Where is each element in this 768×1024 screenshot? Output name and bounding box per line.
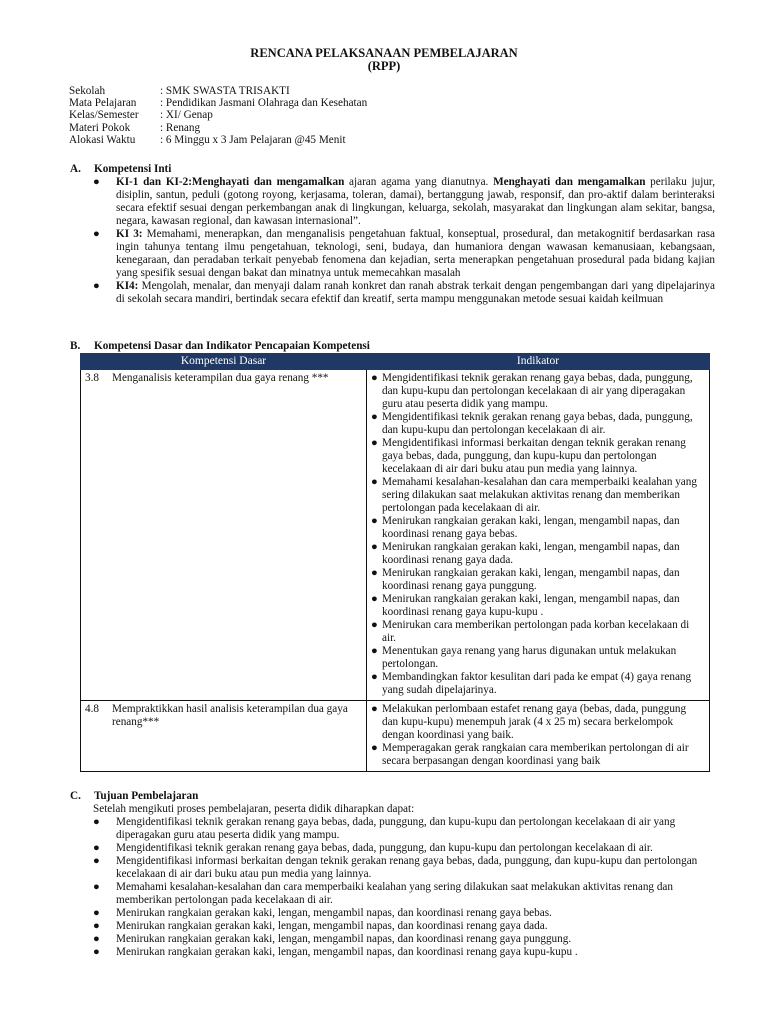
indikator-text: Menirukan rangkaian gerakan kaki, lengan, mengambil napas, dan koordinasi renang gaya dada. <box>382 541 680 566</box>
bullet-icon: ● <box>371 411 378 423</box>
bullet-icon: ● <box>93 228 100 240</box>
bullet-icon: ● <box>93 907 100 919</box>
ki-text: ajaran agama yang dianutnya. <box>344 176 494 188</box>
list-item <box>93 933 708 946</box>
indikator-item <box>371 567 705 593</box>
info-label: Sekolah <box>69 85 106 97</box>
ki-lead: KI4: <box>116 280 139 292</box>
bullet-icon: ● <box>371 593 378 605</box>
tujuan-text: Menirukan rangkaian gerakan kaki, lengan, mengambil napas, dan koordinasi renang gaya kupu-kupu . <box>116 946 578 958</box>
bullet-icon: ● <box>371 437 378 449</box>
list-item <box>93 920 708 933</box>
bullet-icon: ● <box>371 671 378 683</box>
section-title: Kompetensi Dasar dan Indikator Pencapaian Kompetensi <box>94 340 370 352</box>
document-subtitle: (RPP) <box>367 59 401 73</box>
info-row-alokasi-waktu <box>69 134 367 146</box>
bullet-icon: ● <box>371 372 378 384</box>
indikator-item <box>371 593 705 619</box>
indikator-text: Menirukan rangkaian gerakan kaki, lengan, mengambil napas, dan koordinasi renang gaya kupu-kupu . <box>382 593 680 618</box>
table-header-row <box>81 354 710 370</box>
bullet-icon: ● <box>93 176 100 188</box>
bullet-icon: ● <box>371 515 378 527</box>
indikator-text: Menirukan cara memberikan pertolongan pada korban kecelakaan di air. <box>382 619 690 644</box>
indikator-text: Mengidentifikasi teknik gerakan renang gaya bebas, dada, punggung, dan kupu-kupu dan pertolongan kecelakaan di air. <box>382 411 693 436</box>
table-row <box>81 701 710 772</box>
bullet-icon: ● <box>93 946 100 958</box>
indikator-text: Melakukan perlombaan estafet renang gaya (bebas, dada, punggung dan kupu-kupu) menempuh jarak (4 x 25 m) secara berkelompok dengan koordinasi yang baik. <box>382 703 687 741</box>
indikator-text: Membandingkan faktor kesulitan dari pada ke empat (4) gaya renang yang sudah dipelajarinya. <box>382 671 692 696</box>
tujuan-intro: Setelah mengikuti proses pembelajaran, peserta didik diharapkan dapat: <box>93 803 415 815</box>
list-item <box>93 907 708 920</box>
table-row <box>81 370 710 701</box>
ki-lead: KI 3: <box>116 228 143 240</box>
indikator-text: Mengidentifikasi informasi berkaitan dengan teknik gerakan renang gaya bebas, dada, punggung, dan kupu-kupu dan pertolongan kecelakaan di air dari buku atau pun media yang lainnya. <box>382 437 686 475</box>
info-value: : Pendidikan Jasmani Olahraga dan Kesehatan <box>160 97 368 110</box>
info-value: : XI/ Genap <box>160 109 213 122</box>
section-title: Tujuan Pembelajaran <box>94 790 199 802</box>
section-b-heading <box>70 340 370 353</box>
section-title: Kompetensi Inti <box>94 163 172 175</box>
tujuan-text: Menirukan rangkaian gerakan kaki, lengan, mengambil napas, dan koordinasi renang gaya bebas. <box>116 907 552 919</box>
ki-bold: Menghayati dan mengamalkan <box>493 176 646 188</box>
column-header-kd: Kompetensi Dasar <box>81 354 367 370</box>
ki-lead: KI-1 dan KI-2:Menghayati dan mengamalkan <box>116 176 345 188</box>
indikator-text: Memahami kesalahan-kesalahan dan cara memperbaiki kealahan yang sering dilakukan saat melakukan aktivitas renang dan memberikan pertolongan pada kecelakaan di air. <box>382 476 697 514</box>
bullet-icon: ● <box>93 855 100 867</box>
indikator-cell <box>367 701 710 772</box>
indikator-text: Menirukan rangkaian gerakan kaki, lengan, mengambil napas, dan koordinasi renang gaya punggung. <box>382 567 680 592</box>
ki-text: Memahami, menerapkan, dan menganalisis pengetahuan faktual, konseptual, prosedural, dan metakognitif berdasarkan rasa ingin tahunya tentang ilmu pengetahuan, teknologi, seni, budaya, dan humaniora dengan wawasan kemanusiaan, kebangsaan, kenegaraan, dan peradaban terkait penyebab fenomena dan kejadian, serta menerapkan pengetahuan prosedural pada bidang kajian yang spesifik sesuai dengan bakat dan minatnya untuk memecahkan masalah <box>116 228 715 279</box>
bullet-icon: ● <box>93 816 100 828</box>
bullet-icon: ● <box>93 933 100 945</box>
info-label: Mata Pelajaran <box>69 97 137 110</box>
tujuan-text: Menirukan rangkaian gerakan kaki, lengan, mengambil napas, dan koordinasi renang gaya punggung. <box>116 933 572 945</box>
section-a-heading <box>70 163 171 176</box>
list-item <box>93 881 708 907</box>
identity-block <box>69 85 367 146</box>
ki-text: Mengolah, menalar, dan menyaji dalam ranah konkret dan ranah abstrak terkait dengan pengembangan dari yang dipelajarinya di sekolah secara mandiri, bertindak secara efektif dan kreatif, serta mampu menggunakan metode sesuai kaidah keilmuan <box>116 280 715 305</box>
document-title: RENCANA PELAKSANAAN PEMBELAJARAN <box>250 46 518 60</box>
list-item <box>93 842 708 855</box>
indikator-item <box>371 619 705 645</box>
indikator-cell <box>367 370 710 701</box>
bullet-icon: ● <box>371 541 378 553</box>
kd-number: 3.8 <box>85 372 99 384</box>
indikator-item <box>371 541 705 567</box>
bullet-icon: ● <box>371 619 378 631</box>
section-c-heading <box>70 790 198 803</box>
bullet-icon: ● <box>93 842 100 854</box>
tujuan-text: Memahami kesalahan-kesalahan dan cara memperbaiki kealahan yang sering dilakukan saat melakukan aktivitas renang dan memberikan pertolongan pada kecelakaan di air. <box>116 881 673 906</box>
indikator-item <box>371 437 705 476</box>
indikator-item <box>371 476 705 515</box>
info-value: : 6 Minggu x 3 Jam Pelajaran @45 Menit <box>160 133 346 146</box>
bullet-icon: ● <box>371 567 378 579</box>
tujuan-text: Mengidentifikasi teknik gerakan renang gaya bebas, dada, punggung, dan kupu-kupu dan pertolongan kecelakaan di air yang diperagakan guru atau peserta didik yang mampu. <box>116 816 676 841</box>
ki-item-1-2 <box>93 176 715 228</box>
section-letter: C. <box>70 790 81 802</box>
bullet-icon: ● <box>371 645 378 657</box>
kd-number: 4.8 <box>85 703 99 715</box>
list-item <box>93 855 708 881</box>
kd-text: Mempraktikkan hasil analisis keterampilan dua gaya renang*** <box>112 703 348 728</box>
tujuan-text: Mengidentifikasi informasi berkaitan dengan teknik gerakan renang gaya bebas, dada, punggung, dan kupu-kupu dan pertolongan kecelakaan di air dari buku atau pun media yang lainnya. <box>116 855 698 880</box>
info-label: Materi Pokok <box>69 121 131 134</box>
indikator-item <box>371 645 705 671</box>
info-row-materi-pokok <box>69 122 367 134</box>
indikator-item <box>371 742 705 768</box>
section-letter: A. <box>70 163 81 175</box>
info-value: : SMK SWASTA TRISAKTI <box>160 85 290 97</box>
indikator-text: Mengidentifikasi teknik gerakan renang gaya bebas, dada, punggung, dan kupu-kupu dan pertolongan kecelakaan di air yang diperagakan guru atau peserta didik yang mampu. <box>382 372 693 410</box>
info-row-sekolah <box>69 85 367 97</box>
kd-cell <box>81 701 367 772</box>
kd-text: Menganalisis keterampilan dua gaya renang *** <box>112 372 329 384</box>
kd-indikator-table <box>80 353 710 772</box>
info-value: : Renang <box>160 121 201 134</box>
list-item <box>93 946 708 959</box>
kd-cell <box>81 370 367 701</box>
list-item <box>93 816 708 842</box>
tujuan-text: Mengidentifikasi teknik gerakan renang gaya bebas, dada, punggung, dan kupu-kupu dan pertolongan kecelakaan di air. <box>116 842 653 854</box>
ki-text: perilaku jujur, disiplin, santun, peduli (gotong royong, kerjasama, toleran, damai), bertanggung jawab, responsif, dan pro-aktif dalam berinteraksi secara efektif sesuai dengan perkembangan anak di lingkungan, keluarga, sekolah, masyarakat dan lingkungan alam sekitar, bangsa, negara, kawasan regional, dan kawasan internasional”. <box>116 176 716 227</box>
indikator-item <box>371 671 705 697</box>
info-row-mata-pelajaran <box>69 97 367 109</box>
bullet-icon: ● <box>371 703 378 715</box>
bullet-icon: ● <box>93 881 100 893</box>
indikator-text: Menirukan rangkaian gerakan kaki, lengan, mengambil napas, dan koordinasi renang gaya bebas. <box>382 515 680 540</box>
bullet-icon: ● <box>93 920 100 932</box>
ki-item-3 <box>93 228 715 280</box>
indikator-item <box>371 515 705 541</box>
bullet-icon: ● <box>371 476 378 488</box>
indikator-text: Menentukan gaya renang yang harus digunakan untuk melakukan pertolongan. <box>382 645 677 670</box>
tujuan-list <box>93 816 708 959</box>
indikator-item <box>371 411 705 437</box>
bullet-icon: ● <box>93 280 100 292</box>
ki-item-4 <box>93 280 715 306</box>
section-letter: B. <box>70 340 81 352</box>
info-label: Alokasi Waktu <box>69 133 136 146</box>
indikator-text: Memperagakan gerak rangkaian cara memberikan pertolongan di air secara berpasangan dengan koordinasi yang baik <box>382 742 689 767</box>
indikator-item <box>371 703 705 742</box>
bullet-icon: ● <box>371 742 378 754</box>
info-label: Kelas/Semester <box>69 109 139 122</box>
kompetensi-inti-list <box>93 176 715 306</box>
indikator-item <box>371 372 705 411</box>
info-row-kelas-semester <box>69 109 367 121</box>
tujuan-text: Menirukan rangkaian gerakan kaki, lengan, mengambil napas, dan koordinasi renang gaya dada. <box>116 920 548 932</box>
column-header-indikator: Indikator <box>367 354 710 370</box>
